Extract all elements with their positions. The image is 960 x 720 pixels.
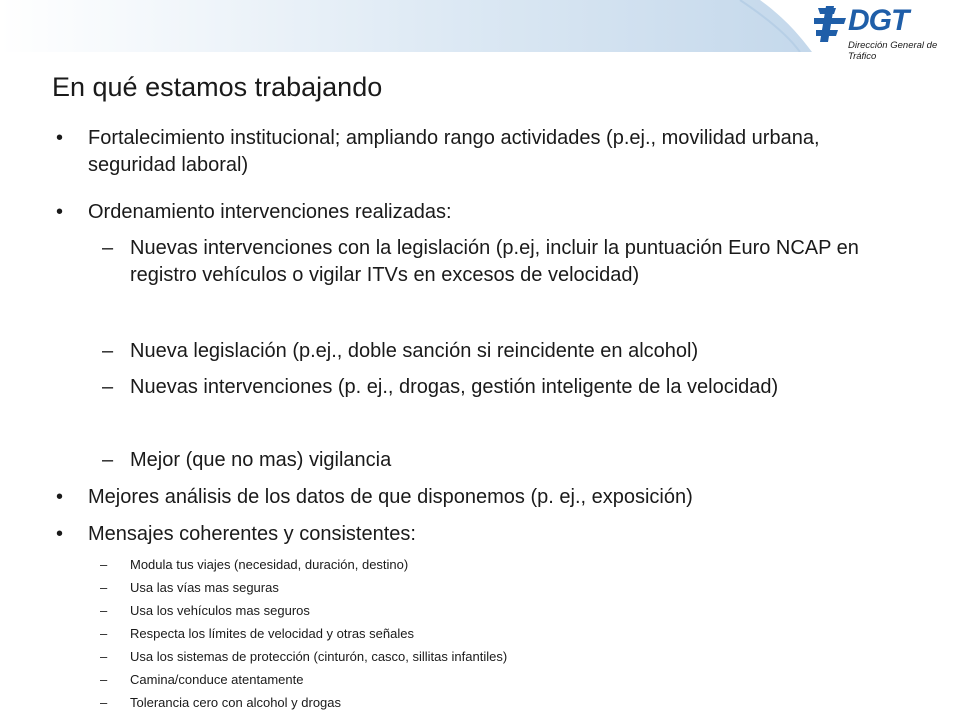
message-text: Usa los vehículos mas seguros [130,603,310,618]
sub-bullet-item [102,338,920,365]
bullet-marker: • [56,127,64,149]
dash-marker: – [100,580,108,595]
message-text: Usa las vías mas seguras [130,580,279,595]
message-item [100,580,830,596]
sub-bullet-text: Nuevas intervenciones (p. ej., drogas, gestión inteligente de la velocidad) [130,376,779,398]
message-text: Tolerancia cero con alcohol y drogas [130,695,342,710]
dash-marker: – [100,557,108,572]
dash-marker: – [102,237,114,259]
dash-marker: – [100,649,108,664]
message-text: Camina/conduce atentamente [130,672,304,687]
bullet-marker: • [56,201,64,223]
bullet-text: Ordenamiento intervenciones realizadas: [88,201,452,223]
bullet-text: Fortalecimiento institucional; ampliando rango actividades (p.ej., movilidad urbana, seguridad laboral) [88,127,820,176]
bullet-marker: • [56,486,64,508]
bullet-item [56,199,908,226]
message-text: Respecta los límites de velocidad y otras señales [130,626,414,641]
sub-bullet-text: Nueva legislación (p.ej., doble sanción si reincidente en alcohol) [130,340,699,362]
decorative-header-band [0,0,820,52]
dash-marker: – [100,695,108,710]
dgt-logo [812,4,952,66]
dash-marker: – [100,672,108,687]
dash-marker: – [100,626,108,641]
slide-title: En qué estamos trabajando [52,72,383,102]
dash-marker: – [102,376,114,398]
bullet-marker: • [56,523,64,545]
bullet-item [56,521,908,548]
bullet-text: Mejores análisis de los datos de que disponemos (p. ej., exposición) [88,486,693,508]
message-item [100,649,830,665]
dash-marker: – [102,449,114,471]
logo-brand-text: DGT [848,4,909,37]
sub-bullet-text: Mejor (que no mas) vigilancia [130,449,392,471]
message-item [100,603,830,619]
dgt-logo-mark-icon [812,6,850,42]
logo-subtitle: Dirección General de Tráfico [848,40,938,62]
bullet-text: Mensajes coherentes y consistentes: [88,523,416,545]
sub-bullet-item [102,447,920,474]
bullet-item [56,125,908,179]
message-item [100,557,830,573]
message-text: Modula tus viajes (necesidad, duración, destino) [130,557,409,572]
message-item [100,695,830,711]
sub-bullet-item [102,235,920,289]
dash-marker: – [100,603,108,618]
sub-bullet-text: Nuevas intervenciones con la legislación (p.ej, incluir la puntuación Euro NCAP en registro vehículos o vigilar ITVs en excesos de velocidad) [130,237,859,286]
message-item [100,626,830,642]
sub-bullet-item [102,374,920,401]
message-item [100,672,830,688]
bullet-item [56,484,908,511]
dash-marker: – [102,340,114,362]
message-text: Usa los sistemas de protección (cinturón, casco, sillitas infantiles) [130,649,508,664]
